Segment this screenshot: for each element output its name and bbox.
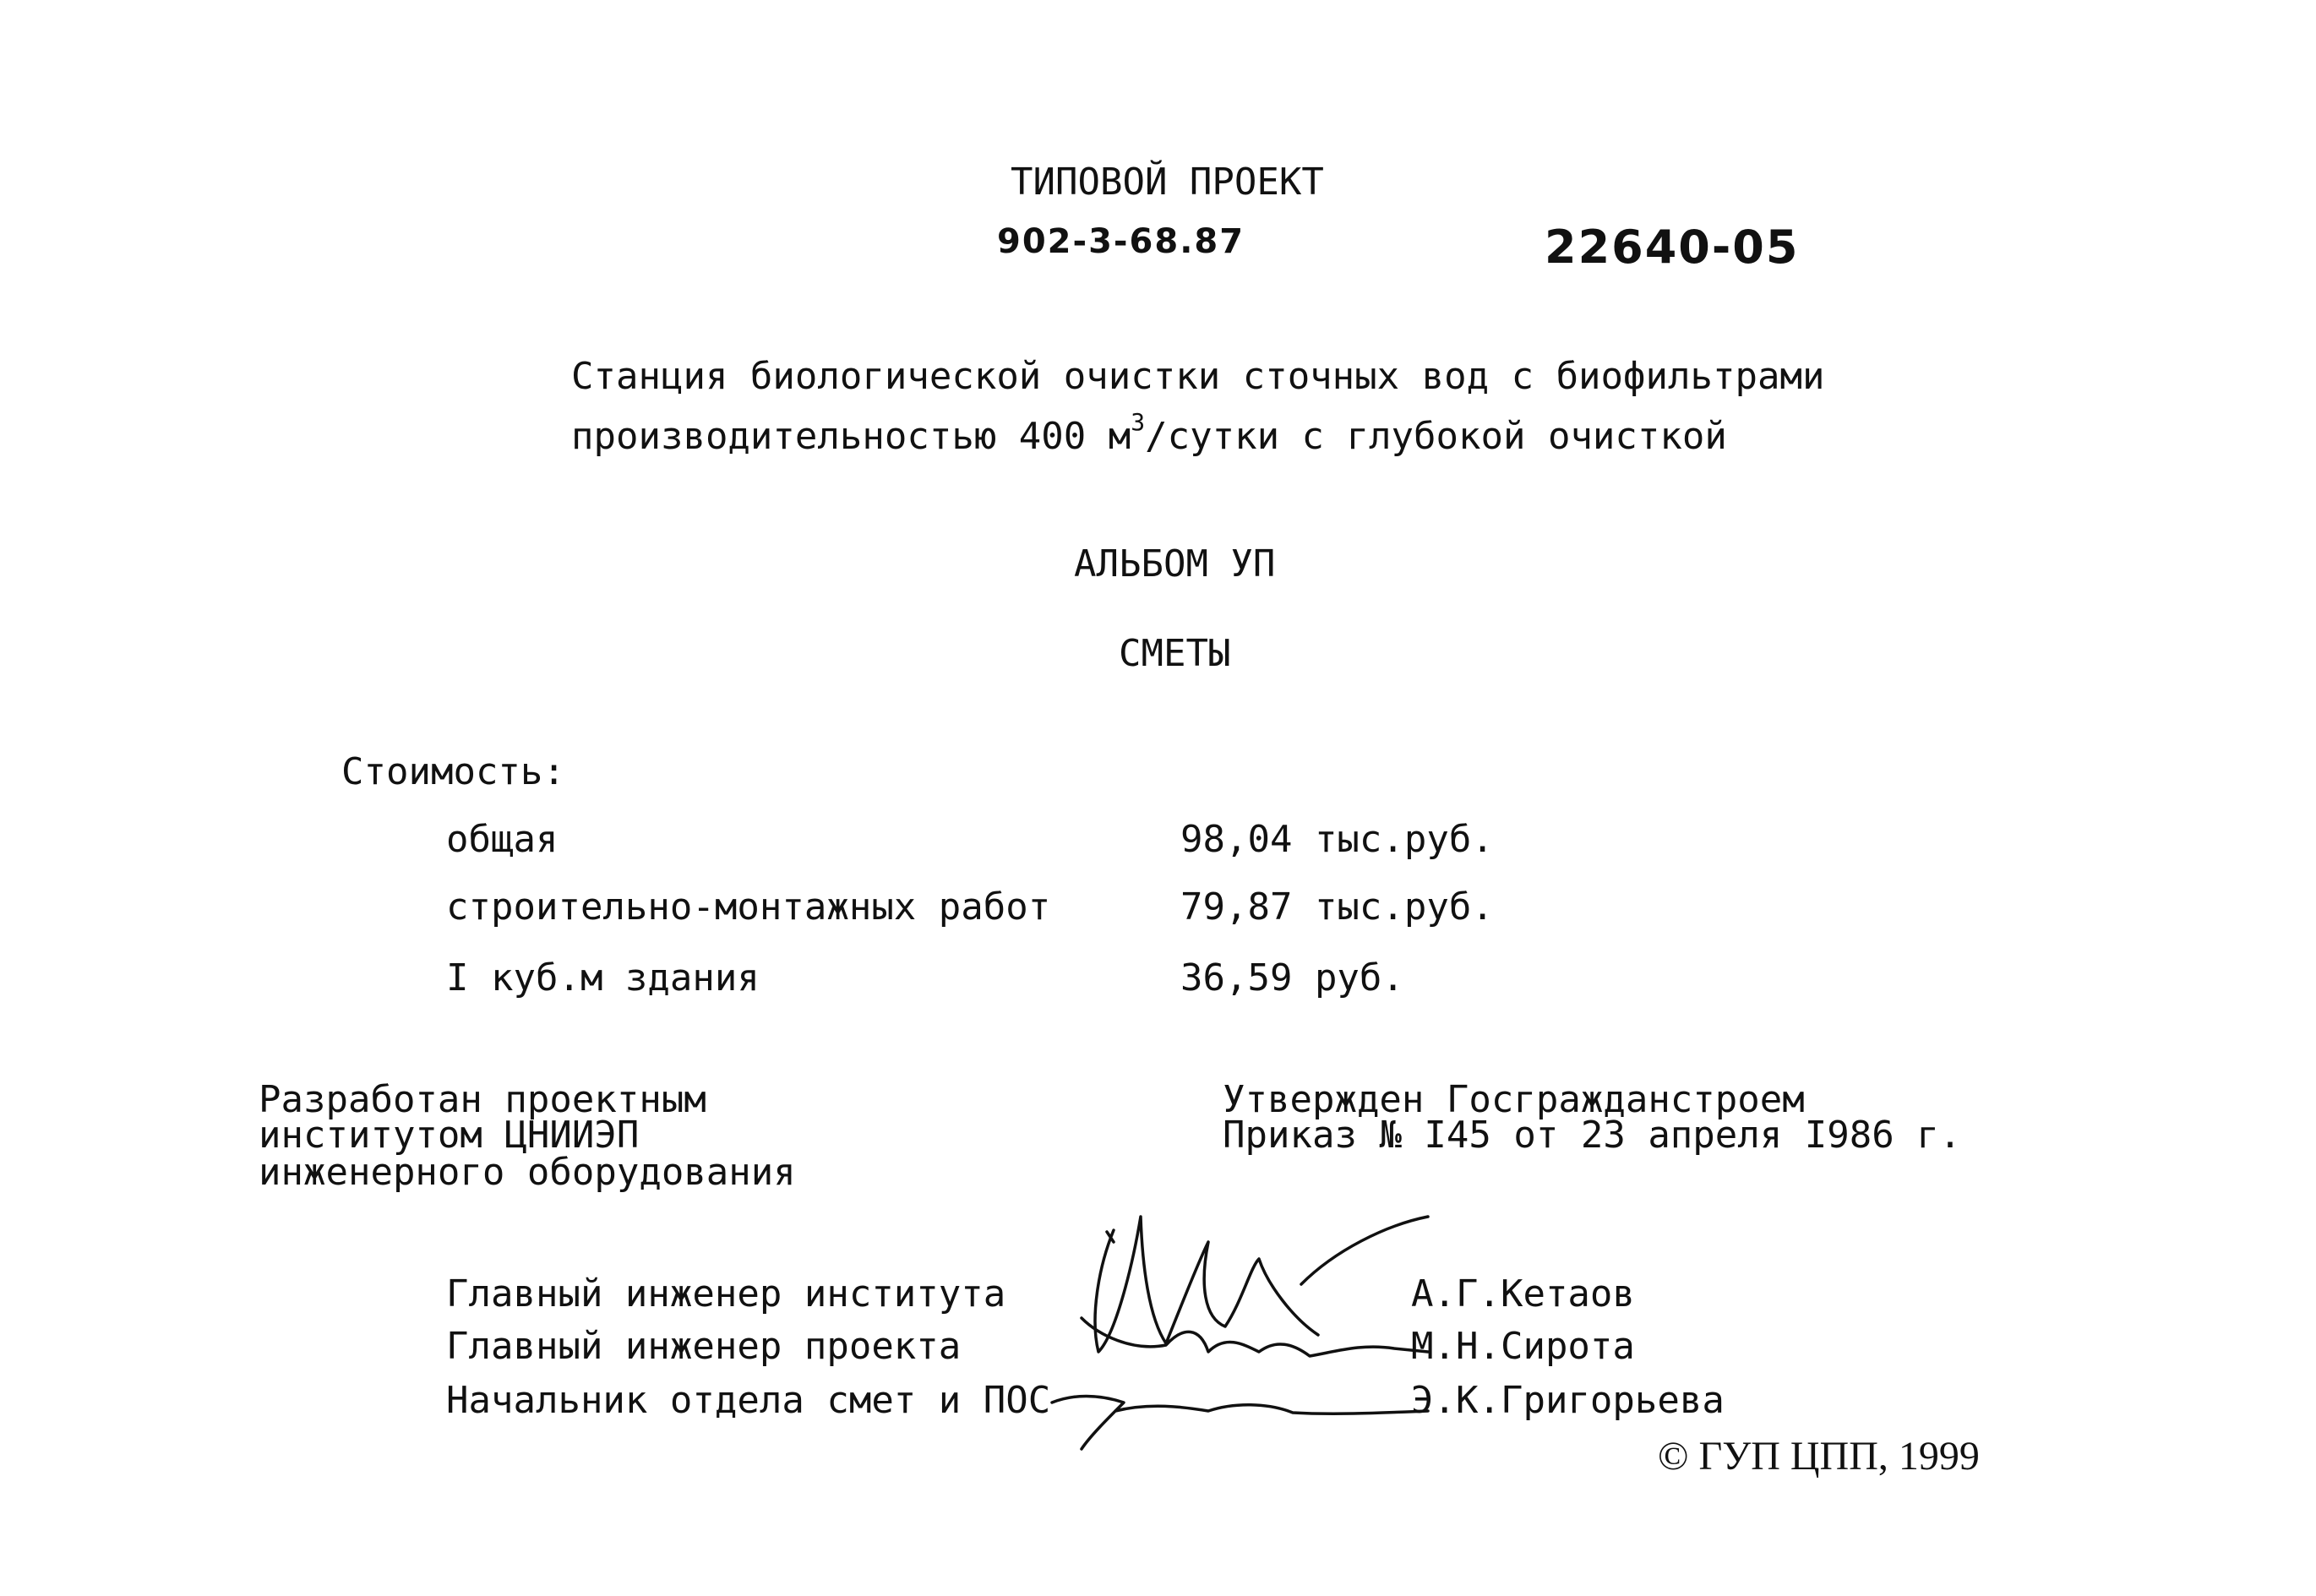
cost-row-label: общая xyxy=(446,818,559,861)
signature-grigoreva xyxy=(1052,1397,1428,1450)
signatory-role: Главный инженер проекта xyxy=(446,1325,962,1368)
album-label: АЛЬБОМ УП xyxy=(1074,542,1276,586)
cost-row-value: 98,04 тыс.руб. xyxy=(1180,818,1494,861)
title-capacity-superscript: 3 xyxy=(1131,408,1146,436)
signatory-role: Главный инженер института xyxy=(446,1272,1006,1315)
approval-line-2: Приказ № I45 от 23 апреля I986 г. xyxy=(1223,1114,1962,1157)
cost-row-label: I куб.м здания xyxy=(446,956,760,1000)
project-title-line-1: Станция биологической очистки сточных вод с биофильтрами xyxy=(571,355,1825,398)
signature-ketaov xyxy=(1095,1217,1428,1352)
signatory-name: Э.К.Григорьева xyxy=(1411,1379,1725,1422)
signatory-name: А.Г.Кетаов xyxy=(1411,1272,1635,1315)
signature-sirota xyxy=(1082,1318,1428,1356)
cost-heading: Стоимость: xyxy=(341,750,565,793)
developer-line-3: инженерного оборудования xyxy=(259,1151,796,1194)
signatory-name: М.Н.Сирота xyxy=(1411,1325,1635,1368)
developer-line-1: Разработан проектным xyxy=(259,1078,706,1121)
copyright-notice: © ГУП ЦПП, 1999 xyxy=(1658,1434,1980,1479)
cost-row-value: 36,59 руб. xyxy=(1180,956,1404,1000)
developer-line-2: институтом ЦНИИЭП xyxy=(259,1114,640,1157)
signatory-role: Начальник отдела смет и ПОС xyxy=(446,1379,1051,1422)
approval-line-1: Утвержден Госгражданстроем xyxy=(1223,1078,1805,1121)
title-capacity-suffix: /сутки с глубокой очисткой xyxy=(1145,415,1727,458)
album-subtitle: СМЕТЫ xyxy=(1119,632,1231,675)
project-type-heading: ТИПОВОЙ ПРОЕКТ xyxy=(1011,161,1324,204)
cost-row-label: строительно-монтажных работ xyxy=(446,885,1051,929)
project-number: 902-3-68.87 xyxy=(997,222,1245,261)
cost-row-value: 79,87 тыс.руб. xyxy=(1180,885,1494,929)
archive-number: 22640-05 xyxy=(1545,221,1800,274)
title-capacity-prefix: производительностью 400 м xyxy=(571,415,1131,458)
